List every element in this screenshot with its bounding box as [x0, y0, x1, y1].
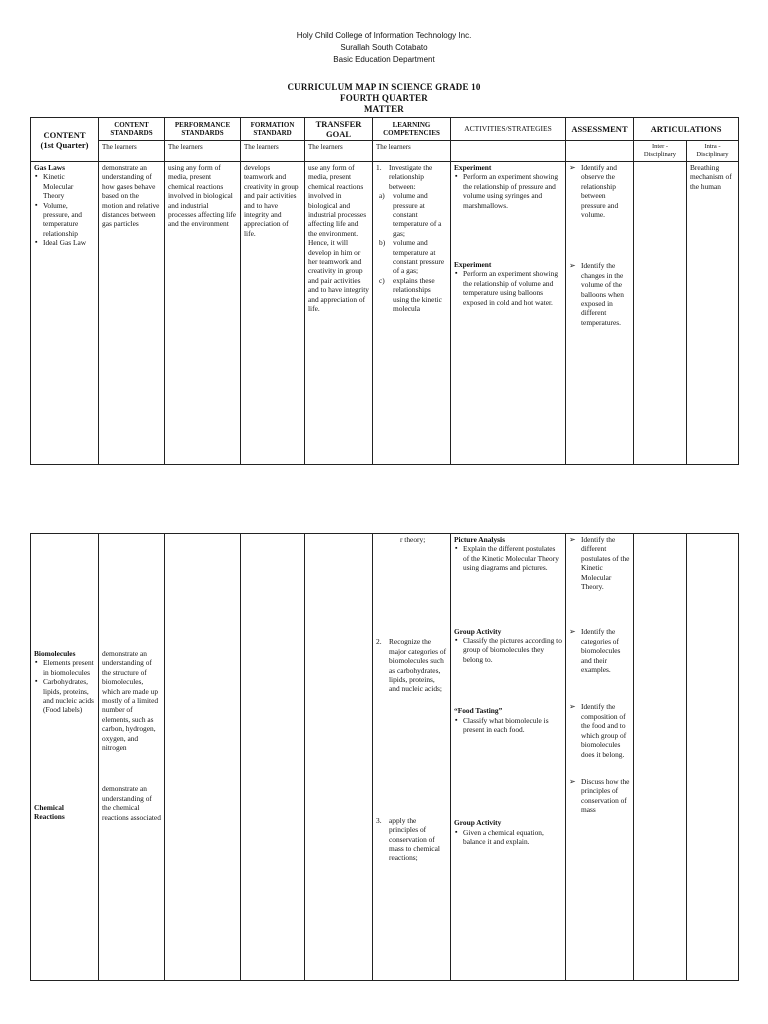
competency-cell: r theory; 2. Recognize the major categories of biomolecules such as carbohydrates, lipids, proteins, and nucleic acids; 3. apply the principles of conservation of mass to chemical reactions; — [373, 534, 451, 981]
activities-cell — [451, 534, 566, 981]
content-item: ▪ Ideal Gas Law — [43, 238, 95, 247]
activity-item: ▪ Classify the pictures according to group of biomolecules they belong to. — [463, 636, 562, 664]
header-assessment: ASSESSMENT — [566, 118, 634, 141]
content-title-biomolecules: Biomolecules — [34, 649, 76, 658]
quarter-title: FOURTH QUARTER — [340, 93, 428, 103]
learners-label: The learners — [99, 141, 165, 162]
activity-title: Group Activity — [454, 818, 502, 828]
assessment-item: ➢ Identify the different postulates of the Kinetic Molecular Theory. — [569, 535, 630, 591]
content-item: ▪ Carbohydrates, lipids, proteins, and nucleic acids (Food labels) — [43, 677, 95, 715]
curriculum-table-page-1 — [30, 117, 739, 465]
assessment-cell — [566, 162, 634, 465]
school-name: Holy Child College of Information Technology Inc. — [296, 31, 472, 40]
assessment-item: ➢ Identify the categories of biomolecules and their examples. — [569, 627, 630, 674]
assessment-item: ➢ Identify the changes in the volume of the balloons when exposed in different temperatures. — [569, 261, 630, 327]
transfer-goal-cell: use any form of media, present chemical reactions involved in biological and industrial processes affecting life and the environment. Hence, it will develop in him or her teamwork and creativity in group and pair activities and to have integrity and appreciation of life. — [305, 162, 373, 465]
content-standard-cell — [99, 534, 165, 981]
activity-title: Experiment — [454, 163, 492, 172]
header-content-standards: CONTENT STANDARDS — [99, 118, 165, 141]
formation-standard-cell: develops teamwork and creativity in group and pair activities and to have integrity and appreciation of life. — [241, 162, 305, 465]
header-intra-disciplinary: Intra - Disciplinary — [687, 141, 739, 162]
header-content: CONTENT (1st Quarter) — [31, 118, 99, 162]
header-learning-competencies: LEARNING COMPETENCIES — [373, 118, 451, 141]
header-formation-standard: FORMATION STANDARD — [241, 118, 305, 141]
learners-label: The learners — [305, 141, 373, 162]
school-location: Surallah South Cotabato — [340, 43, 428, 52]
activity-title: Group Activity — [454, 626, 502, 636]
header-performance-standards: PERFORMANCE STANDARDS — [165, 118, 241, 141]
activity-title: “Food Tasting” — [454, 706, 503, 716]
content-cell-gas-laws — [31, 162, 99, 465]
activity-item: ▪ Classify what biomolecule is present in each food. — [463, 716, 562, 735]
activity-item: ▪ Given a chemical equation, balance it and explain. — [463, 828, 562, 847]
document-title: CURRICULUM MAP IN SCIENCE GRADE 10 — [287, 82, 481, 92]
header-inter-disciplinary: Inter - Disciplinary — [634, 141, 687, 162]
assessment-cell — [566, 534, 634, 981]
learners-label: The learners — [373, 141, 451, 162]
activity-title: Picture Analysis — [454, 535, 505, 544]
header-articulations: ARTICULATIONS — [634, 118, 739, 141]
competency-item: apply the principles of conservation of mass to chemical reactions; — [389, 815, 440, 863]
activity-item: ▪ Perform an experiment showing the relationship of pressure and volume using syringes and marshmallows. — [463, 172, 562, 210]
learners-label: The learners — [165, 141, 241, 162]
activities-cell — [451, 162, 566, 465]
assessment-item: ➢ Identify the composition of the food and to which group of biomolecules does it belong. — [569, 702, 630, 758]
competency-continuation: r theory; — [400, 535, 426, 544]
activity-item: ▪ Explain the different postulates of the Kinetic Molecular Theory using diagrams and pictures. — [463, 544, 562, 572]
assessment-item: ➢ Identify and observe the relationship between pressure and volume. — [569, 163, 630, 219]
content-item: ▪ Volume, pressure, and temperature relationship — [43, 201, 95, 239]
content-item: ▪ Kinetic Molecular Theory — [43, 172, 95, 200]
performance-standard-cell: using any form of media, present chemical reactions involved in biological and industrial processes affecting life and the environment — [165, 162, 241, 465]
curriculum-table-page-2 — [30, 533, 739, 981]
learners-label: The learners — [241, 141, 305, 162]
intra-disciplinary-cell: Breathing mechanism of the human — [687, 162, 739, 465]
content-standard-biomolecules: demonstrate an understanding of the structure of biomolecules, which are made up mostly of a limited number of elements, such as carbon, hydrogen, oxygen, and nitrogen — [102, 649, 159, 753]
content-cell — [31, 534, 99, 981]
content-title: Gas Laws — [34, 163, 66, 172]
department-name: Basic Education Department — [333, 55, 435, 64]
competency-cell: 1. Investigate the relationship between: a) volume and pressure at constant temperature of a gas; b) volume and temperature at constant pressure of a gas; c) explains these relationships using the kinetic molecula — [373, 162, 451, 465]
content-title-chemical-reactions: Chemical Reactions — [34, 802, 65, 822]
header-transfer-goal: TRANSFER GOAL — [305, 118, 373, 141]
content-item: ▪ Elements present in biomolecules — [43, 658, 95, 677]
assessment-item: ➢ Discuss how the principles of conservation of mass — [569, 777, 630, 815]
inter-disciplinary-cell — [634, 162, 687, 465]
topic-title: MATTER — [363, 104, 405, 114]
header-activities: ACTIVITIES/STRATEGIES — [451, 118, 566, 141]
content-standard-chemical: demonstrate an understanding of the chemical reactions associated — [102, 784, 161, 822]
activity-title: Experiment — [454, 260, 492, 270]
competency-item: Recognize the major categories of biomolecules such as carbohydrates, lipids, proteins, and nucleic acids; — [389, 637, 447, 694]
content-standard-cell: demonstrate an understanding of how gases behave based on the motion and relative distances between gas particles — [99, 162, 165, 465]
activity-item: ▪ Perform an experiment showing the relationship of volume and temperature using balloons exposed in cold and hot water. — [463, 269, 562, 307]
